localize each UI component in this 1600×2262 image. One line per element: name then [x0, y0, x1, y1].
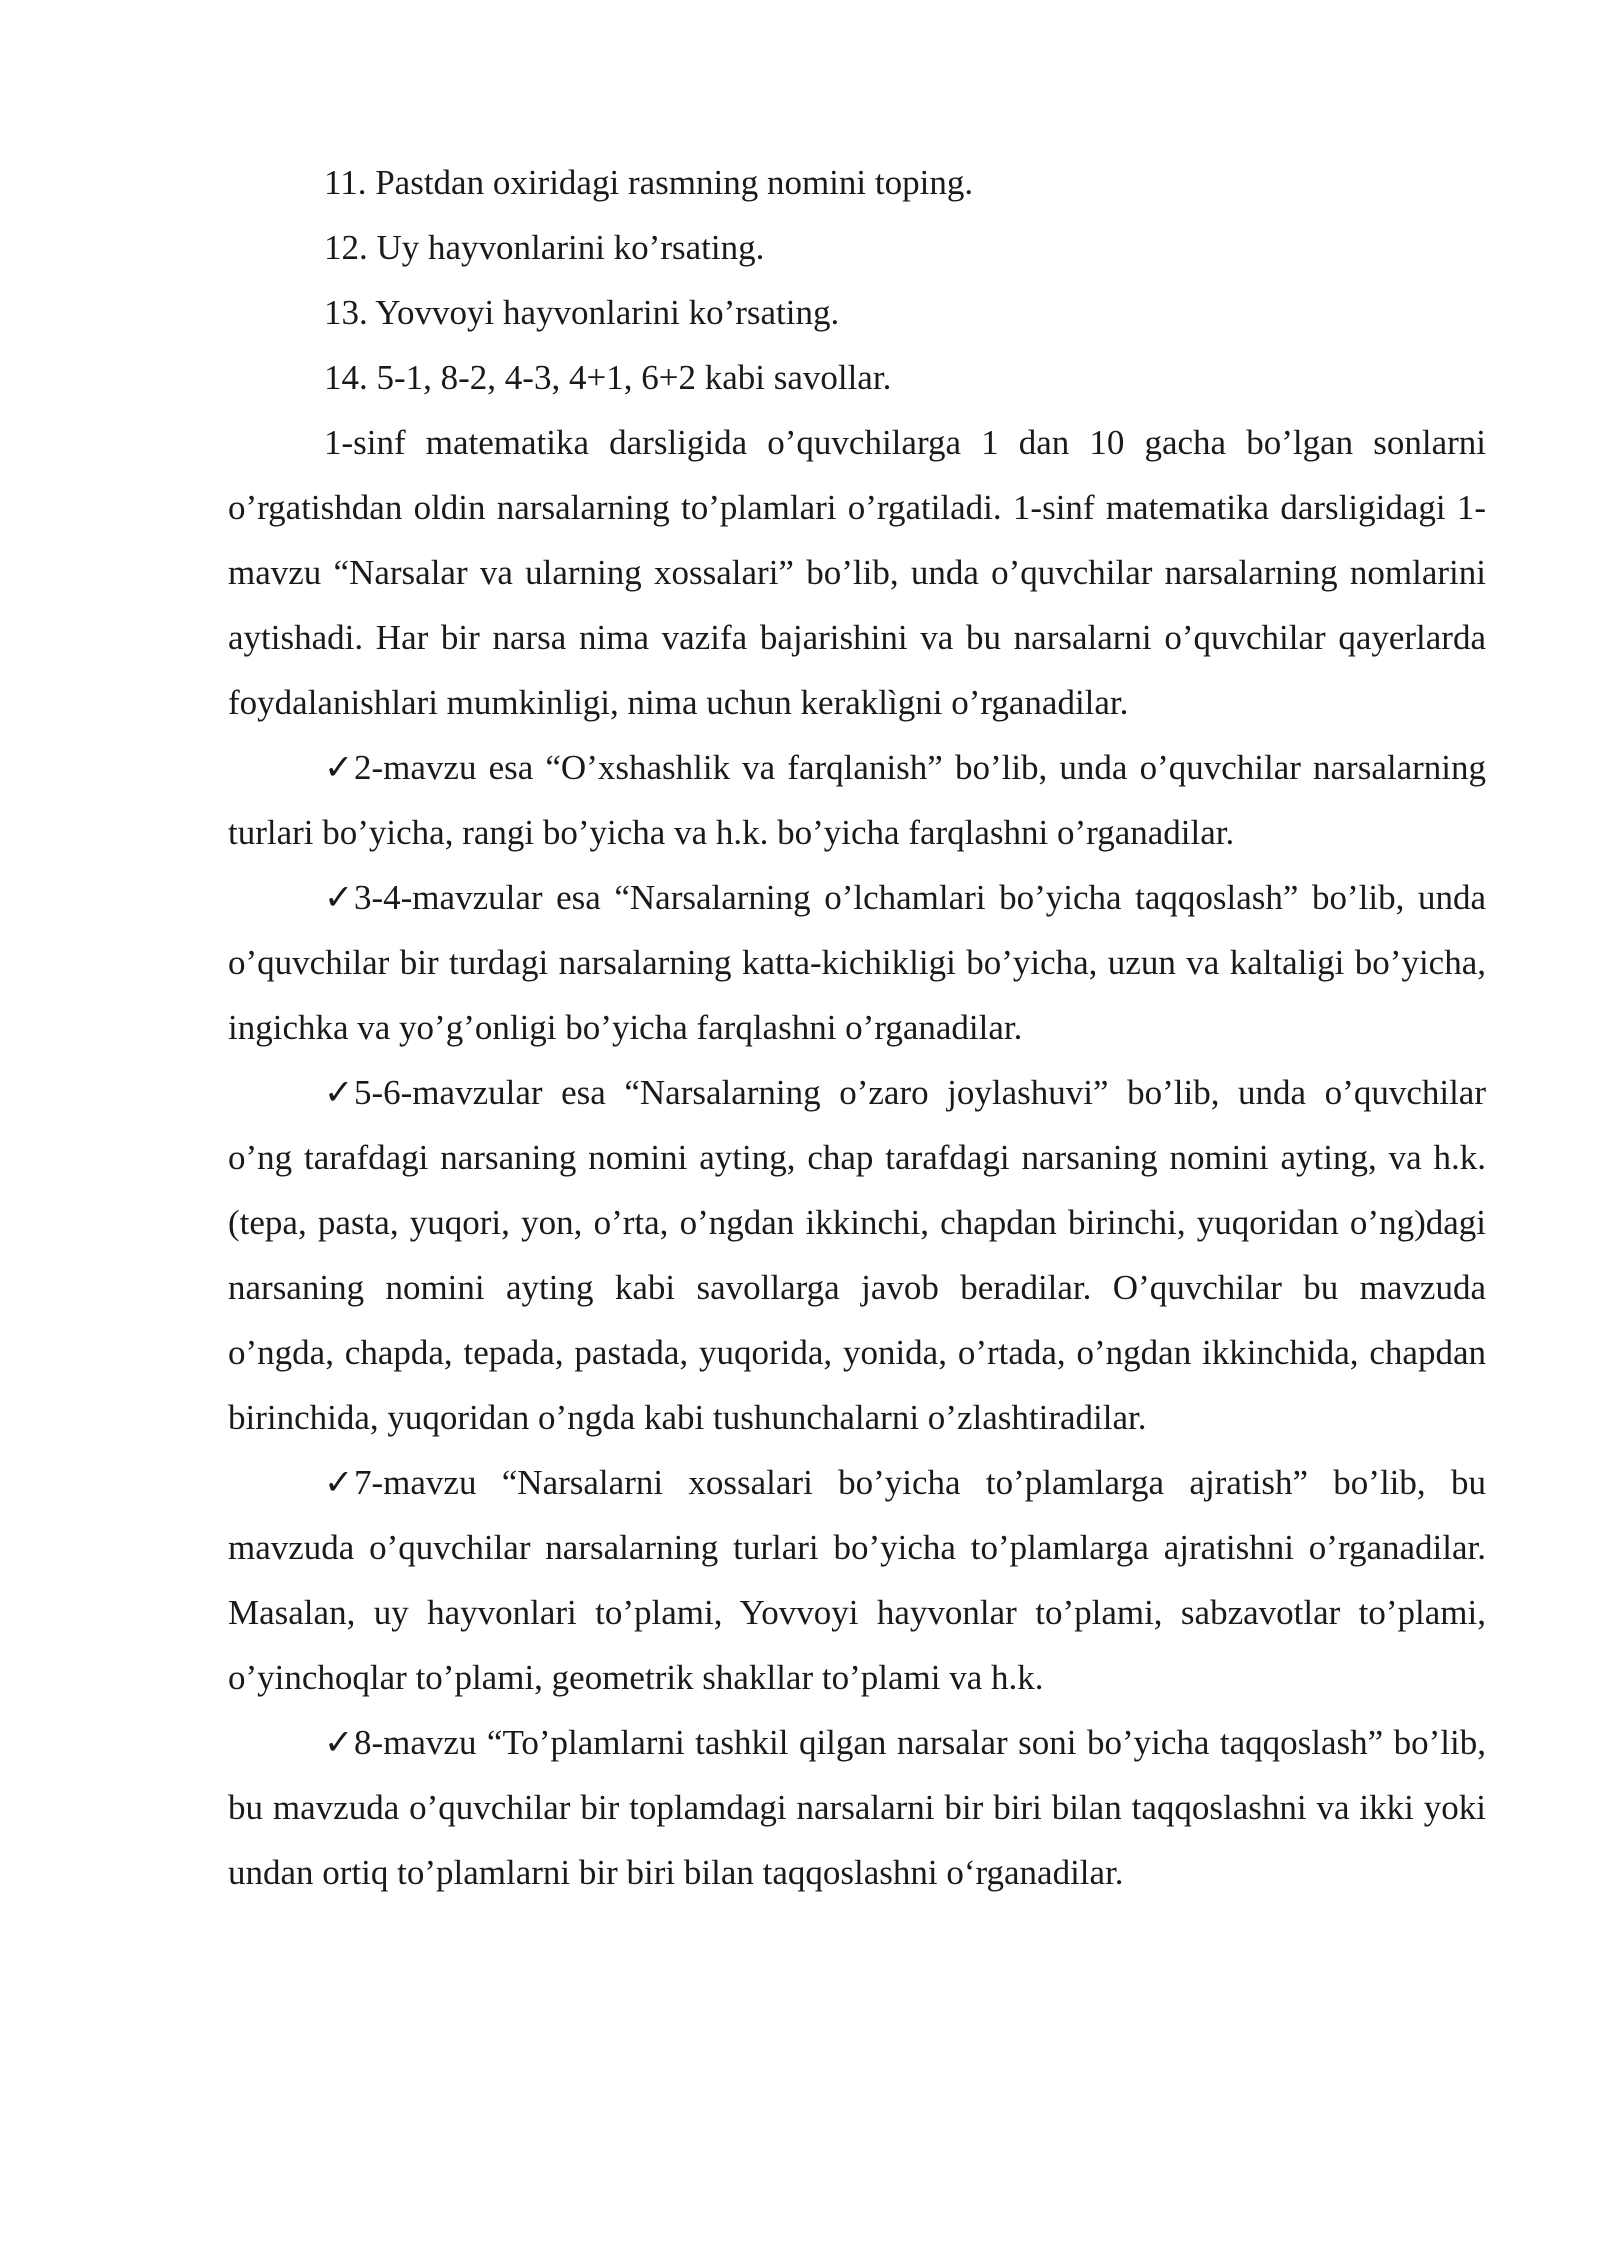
list-item-13: 13. Yovvoyi hayvonlarini ko’rsating. — [324, 293, 840, 332]
check-icon: ✓ — [324, 1723, 354, 1762]
topic-2-text: 2-mavzu esa “O’xshashlik va farqlanish” bo’lib, unda o’quvchilar narsalarning turlari bo’yicha, rangi bo’yicha va h.k. bo’yicha farqlashni o’rganadilar. — [228, 748, 1486, 852]
topic-7-text: 7-mavzu “Narsalarni xossalari bo’yicha to’plamlarga ajratish” bo’lib, bu mavzuda o’quvchilar narsalarning turlari bo’yicha to’plamlarga ajratishni o’rganadilar. Masalan, uy hayvonlari to’plami, Yovvoyi hayvonlar to’plami, sabzavotlar to’plami, o’yinchoqlar to’plami, geometrik shakllar to’plami va h.k. — [228, 1463, 1486, 1697]
topic-2-paragraph — [228, 735, 1486, 865]
topic-5-6-text: 5-6-mavzular esa “Narsalarning o’zaro joylashuvi” bo’lib, unda o’quvchilar o’ng tarafdagi narsaning nomini ayting, chap tarafdagi narsaning nomini ayting, va h.k. (tepa, pasta, yuqori, yon, o’rta, o’ngdan ikkinchi, chapdan birinchi, yuqoridan o’ng)dagi narsaning nomini ayting kabi savollarga javob beradilar. O’quvchilar bu mavzuda o’ngda, chapda, tepada, pastada, yuqorida, yonida, o’rtada, o’ngdan ikkinchida, chapdan birinchida, yuqoridan o’ngda kabi tushunchalarni o’zlashtiradilar. — [228, 1073, 1486, 1437]
check-icon: ✓ — [324, 1073, 354, 1112]
list-item-12: 12. Uy hayvonlarini ko’rsating. — [324, 228, 765, 267]
check-icon: ✓ — [324, 878, 354, 917]
topic-8-paragraph — [228, 1710, 1486, 1905]
topic-7-paragraph — [228, 1450, 1486, 1710]
topic-8-text: 8-mavzu “To’plamlarni tashkil qilgan narsalar soni bo’yicha taqqoslash” bo’lib, bu mavzuda o’quvchilar bir toplamdagi narsalarni bir biri bilan taqqoslashni va ikki yoki undan ortiq to’plamlarni bir biri bilan taqqoslashni o‘rganadilar. — [228, 1723, 1486, 1892]
topic-3-4-text: 3-4-mavzular esa “Narsalarning o’lchamlari bo’yicha taqqoslash” bo’lib, unda o’quvchilar bir turdagi narsalarning katta-kichikligi bo’yicha, uzun va kaltaligi bo’yicha, ingichka va yo’g’onligi bo’yicha farqlashni o’rganadilar. — [228, 878, 1486, 1047]
intro-paragraph: 1-sinf matematika darsligida o’quvchilarga 1 dan 10 gacha bo’lgan sonlarni o’rgatishdan oldin narsalarning to’plamlari o’rgatiladi. 1-sinf matematika darsligidagi 1-mavzu “Narsalar va ularning xossalari” bo’lib, unda o’quvchilar narsalarning nomlarini aytishadi. Har bir narsa nima vazifa bajarishini va bu narsalarni o’quvchilar qayerlarda foydalanishlari mumkinligi, nima uchun keraklìgni o’rganadilar. — [228, 423, 1486, 722]
check-icon: ✓ — [324, 1463, 354, 1502]
list-item-11: 11. Pastdan oxiridagi rasmning nomini toping. — [324, 163, 974, 202]
topic-3-4-paragraph — [228, 865, 1486, 1060]
topic-5-6-paragraph — [228, 1060, 1486, 1450]
check-icon: ✓ — [324, 748, 354, 787]
list-item-14: 14. 5-1, 8-2, 4-3, 4+1, 6+2 kabi savollar. — [324, 358, 892, 397]
